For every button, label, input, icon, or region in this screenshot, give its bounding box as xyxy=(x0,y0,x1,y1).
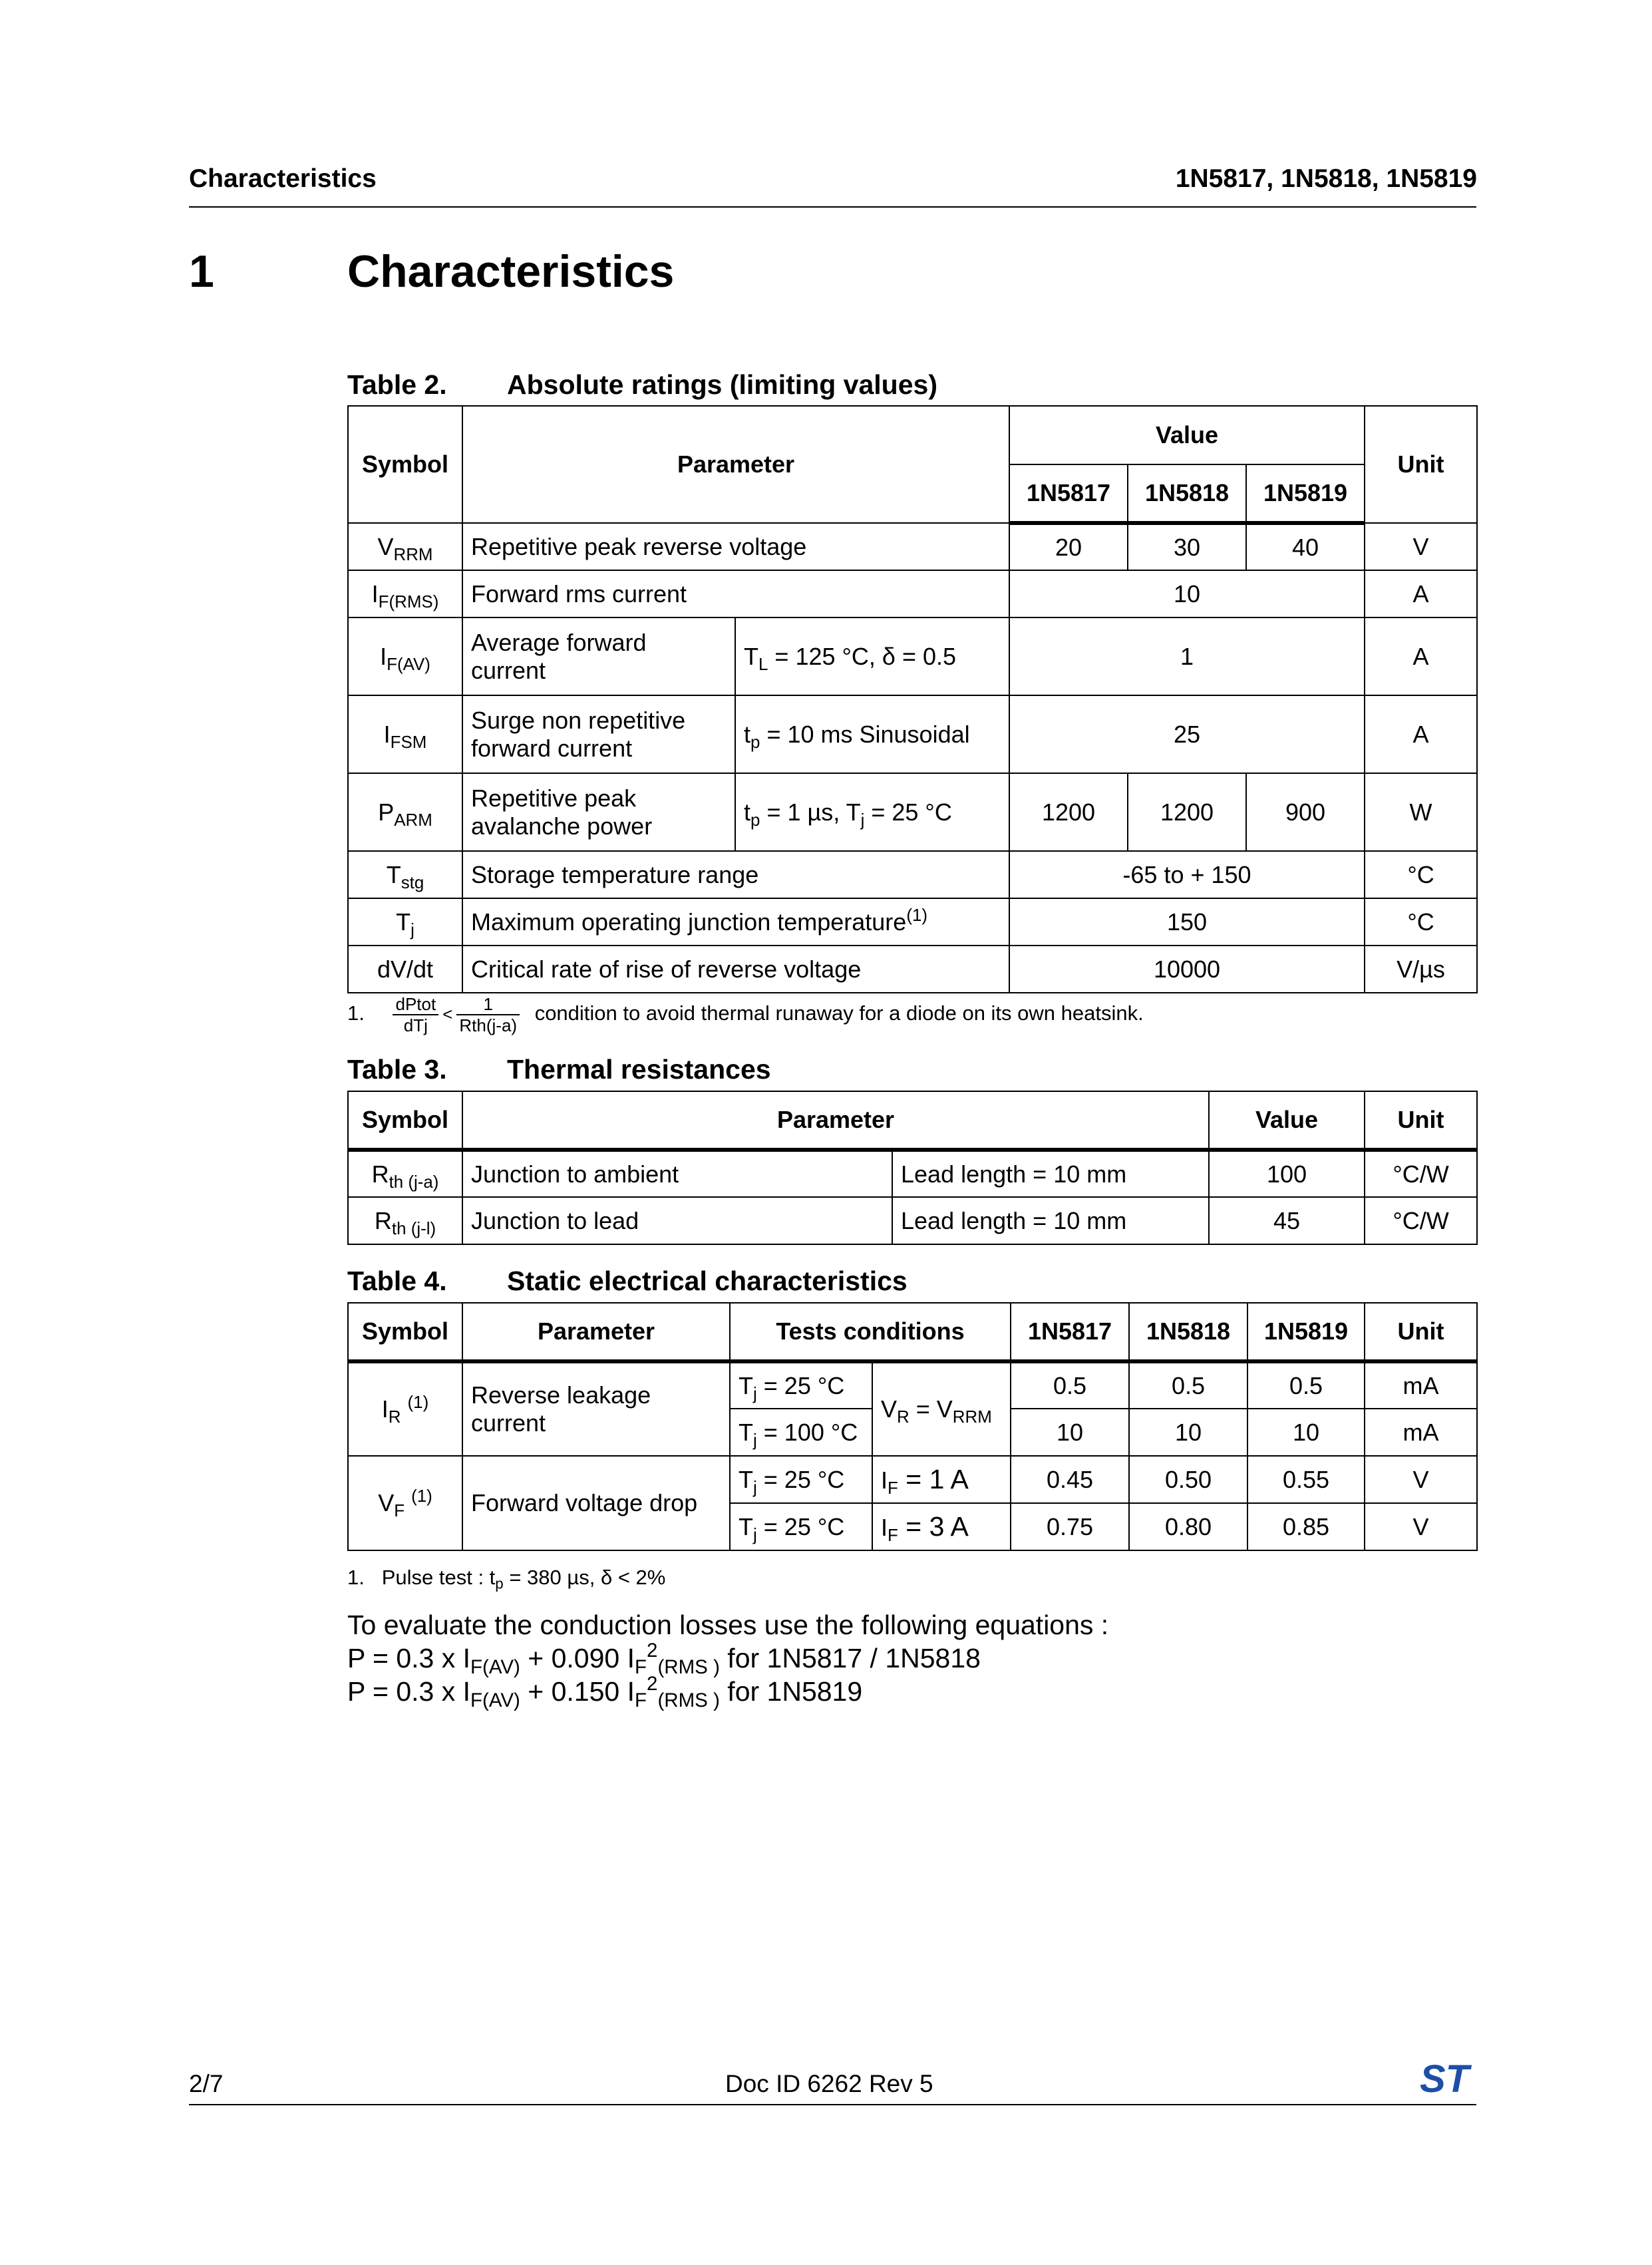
parameter-cell: Forward rms current xyxy=(462,570,1009,617)
fraction-dptot-dtj: $\frac{\text{dPtot}}{\text{dTj}}$ xyxy=(393,994,438,1035)
footnote-ref: (1) xyxy=(411,1486,432,1506)
table3-title: Thermal resistances xyxy=(507,1054,771,1085)
parameter-cell: Average forward current xyxy=(462,617,735,695)
symbol-cell: $I_{F(RMS)}$ xyxy=(348,570,462,617)
condition-cell: $V_R = V_{RRM}$ xyxy=(872,1361,1011,1456)
table2-title: Absolute ratings (limiting values) xyxy=(507,369,937,400)
condition-cell: $t_p = 1$ µs, $T_j = 25$ °C xyxy=(735,773,1009,851)
parameter-cell: Repetitive peak avalanche power xyxy=(462,773,735,851)
symbol-cell: $T_j$ xyxy=(348,898,462,946)
value-cell: 150 xyxy=(1009,898,1365,946)
table3-thermal-resistances xyxy=(347,1091,1478,1245)
parameter-cell: Storage temperature range xyxy=(462,851,1009,898)
value-cell: 30 xyxy=(1128,523,1246,570)
table2-head-parameter: Parameter xyxy=(462,406,1009,523)
unit-cell: V/µs xyxy=(1365,946,1477,993)
condition-cell: $t_p = 10$ ms Sinusoidal xyxy=(735,695,1009,773)
section-title: Characteristics xyxy=(347,246,675,297)
unit-cell: A xyxy=(1365,617,1477,695)
header-right-title: 1N5817, 1N5818, 1N5819 xyxy=(1175,164,1477,193)
table-row xyxy=(348,851,1477,898)
unit-cell: mA xyxy=(1365,1409,1477,1456)
table2-label: Table 2. xyxy=(347,369,447,400)
unit-cell: °C/W xyxy=(1365,1150,1477,1197)
symbol-cell: $R_{th (j-l)}$ xyxy=(348,1197,462,1244)
value-cell: 900 xyxy=(1246,773,1365,851)
table-row xyxy=(348,1197,1477,1244)
value-cell: 1200 xyxy=(1009,773,1128,851)
condition-cell: $T_j = 25$ °C xyxy=(730,1361,872,1409)
unit-cell: mA xyxy=(1365,1361,1477,1409)
table4-head-part-1: 1N5817 xyxy=(1011,1303,1129,1361)
table4-head-symbol: Symbol xyxy=(348,1303,462,1361)
unit-cell: V xyxy=(1365,523,1477,570)
table4-head-tests: Tests conditions xyxy=(730,1303,1011,1361)
parameter-cell: Surge non repetitive forward current xyxy=(462,695,735,773)
table-row xyxy=(348,570,1477,617)
value-cell: 10 xyxy=(1009,570,1365,617)
table-row xyxy=(348,773,1477,851)
header-left-title: Characteristics xyxy=(189,164,377,193)
value-cell: 0.75 xyxy=(1011,1503,1129,1550)
value-cell: 10 xyxy=(1129,1409,1247,1456)
table4-title: Static electrical characteristics xyxy=(507,1266,908,1296)
symbol-cell: $I_R$ $^{(1)}$ xyxy=(348,1361,462,1456)
symbol-cell: $I_{F(AV)}$ xyxy=(348,617,462,695)
parameter-cell: Critical rate of rise of reverse voltage xyxy=(462,946,1009,993)
value-cell: 40 xyxy=(1246,523,1365,570)
value-cell: 1 xyxy=(1009,617,1365,695)
table4-head-part-3: 1N5819 xyxy=(1247,1303,1365,1361)
symbol-cell: $R_{th (j-a)}$ xyxy=(348,1150,462,1197)
table2-footnote: 1. $\frac{\text{dPtot}}{\text{dTj}}$ < $\frac{1}{\text{Rth(j-a)}}$ condition to avoid thermal runaway for a diode on its own heatsink. xyxy=(347,994,1144,1035)
value-cell: 0.85 xyxy=(1247,1503,1365,1550)
unit-cell: V xyxy=(1365,1456,1477,1503)
parameter-cell: Maximum operating junction temperature$^{(1)}$ xyxy=(462,898,1009,946)
table-row xyxy=(348,898,1477,946)
table-row xyxy=(348,946,1477,993)
value-cell: 0.5 xyxy=(1011,1361,1129,1409)
unit-cell: °C/W xyxy=(1365,1197,1477,1244)
table-row xyxy=(348,523,1477,570)
value-cell: 0.45 xyxy=(1011,1456,1129,1503)
table2-caption xyxy=(347,369,937,401)
parameter-cell: Repetitive peak reverse voltage xyxy=(462,523,1009,570)
value-cell: 0.5 xyxy=(1247,1361,1365,1409)
value-cell: 1200 xyxy=(1128,773,1246,851)
table-row xyxy=(348,617,1477,695)
footer-doc-id: Doc ID 6262 Rev 5 xyxy=(725,2070,933,2097)
condition-cell: $T_j = 25$ °C xyxy=(730,1503,872,1550)
value-cell: 25 xyxy=(1009,695,1365,773)
value-cell: 100 xyxy=(1209,1150,1365,1197)
table4-caption xyxy=(347,1265,908,1297)
unit-cell: °C xyxy=(1365,898,1477,946)
symbol-cell: $T_{stg}$ xyxy=(348,851,462,898)
table4-footnote: 1. Pulse test : $t_p = 380$ µs, δ < 2% xyxy=(347,1566,666,1592)
table2-head-part-2: 1N5818 xyxy=(1128,464,1246,523)
parameter-cell: Junction to lead xyxy=(462,1197,892,1244)
table3-caption xyxy=(347,1053,771,1085)
symbol-cell: $V_F$ $^{(1)}$ xyxy=(348,1456,462,1550)
svg-text:ST: ST xyxy=(1419,2060,1470,2097)
table4-head-parameter: Parameter xyxy=(462,1303,730,1361)
symbol-cell: dV/dt xyxy=(348,946,462,993)
table2-absolute-ratings xyxy=(347,405,1478,993)
parameter-cell: Forward voltage drop xyxy=(462,1456,730,1550)
table3-head-unit: Unit xyxy=(1365,1091,1477,1150)
condition-cell: $I_F = 3$ A xyxy=(872,1503,1011,1550)
condition-cell: $I_F = 1$ A xyxy=(872,1456,1011,1503)
table4-label: Table 4. xyxy=(347,1266,447,1296)
equation-1n5817-1n5818: P = 0.3 x $I_{F(AV)} + 0.090$ $I_F^2_{(RMS )}$ for 1N5817 / 1N5818 xyxy=(347,1639,981,1678)
symbol-cell: $I_{FSM}$ xyxy=(348,695,462,773)
table3-label: Table 3. xyxy=(347,1054,447,1085)
table2-head-symbol: Symbol xyxy=(348,406,462,523)
table2-head-part-3: 1N5819 xyxy=(1246,464,1365,523)
footnote-ref: (1) xyxy=(906,906,927,925)
table2-head-value: Value xyxy=(1009,406,1365,464)
equation-1n5819: P = 0.3 x $I_{F(AV)} + 0.150$ $I_F^2_{(RMS )}$ for 1N5819 xyxy=(347,1672,863,1711)
unit-cell: V xyxy=(1365,1503,1477,1550)
table3-head-parameter: Parameter xyxy=(462,1091,1209,1150)
unit-cell: A xyxy=(1365,695,1477,773)
condition-cell: $T_j = 25$ °C xyxy=(730,1456,872,1503)
value-cell: 10 xyxy=(1247,1409,1365,1456)
condition-cell: Lead length = 10 mm xyxy=(892,1150,1209,1197)
value-cell: 0.80 xyxy=(1129,1503,1247,1550)
header-rule xyxy=(189,206,1476,208)
st-logo xyxy=(1413,2060,1476,2097)
table4-head-part-2: 1N5818 xyxy=(1129,1303,1247,1361)
condition-cell: Lead length = 10 mm xyxy=(892,1197,1209,1244)
fraction-1-rth: $\frac{1}{\text{Rth(j-a)}}$ xyxy=(456,994,520,1035)
value-cell: 10000 xyxy=(1009,946,1365,993)
section-number: 1 xyxy=(189,246,214,297)
value-cell: 10 xyxy=(1011,1409,1129,1456)
table4-static-electrical xyxy=(347,1302,1478,1551)
table2-head-part-1: 1N5817 xyxy=(1009,464,1128,523)
value-cell: 45 xyxy=(1209,1197,1365,1244)
symbol-cell: $V_{RRM}$ xyxy=(348,523,462,570)
table-row xyxy=(348,1150,1477,1197)
table2-head-unit: Unit xyxy=(1365,406,1477,523)
unit-cell: °C xyxy=(1365,851,1477,898)
unit-cell: W xyxy=(1365,773,1477,851)
footer-page-number: 2/7 xyxy=(189,2070,224,2097)
table-row xyxy=(348,695,1477,773)
table3-head-value: Value xyxy=(1209,1091,1365,1150)
parameter-cell: Junction to ambient xyxy=(462,1150,892,1197)
unit-cell: A xyxy=(1365,570,1477,617)
table-row xyxy=(348,1361,1477,1409)
parameter-cell: Reverse leakage current xyxy=(462,1361,730,1456)
table-row xyxy=(348,1456,1477,1503)
table3-head-symbol: Symbol xyxy=(348,1091,462,1150)
value-cell: -65 to + 150 xyxy=(1009,851,1365,898)
value-cell: 0.5 xyxy=(1129,1361,1247,1409)
value-cell: 0.55 xyxy=(1247,1456,1365,1503)
symbol-cell: $P_{ARM}$ xyxy=(348,773,462,851)
footer-rule xyxy=(189,2104,1476,2105)
equations-intro: To evaluate the conduction losses use the following equations : xyxy=(347,1610,1109,1640)
condition-cell: $T_L = 125$ °C, δ = 0.5 xyxy=(735,617,1009,695)
st-logo-icon xyxy=(1413,2060,1476,2097)
condition-cell: $T_j = 100$ °C xyxy=(730,1409,872,1456)
value-cell: 20 xyxy=(1009,523,1128,570)
value-cell: 0.50 xyxy=(1129,1456,1247,1503)
footnote-ref: (1) xyxy=(407,1393,429,1412)
table4-head-unit: Unit xyxy=(1365,1303,1477,1361)
